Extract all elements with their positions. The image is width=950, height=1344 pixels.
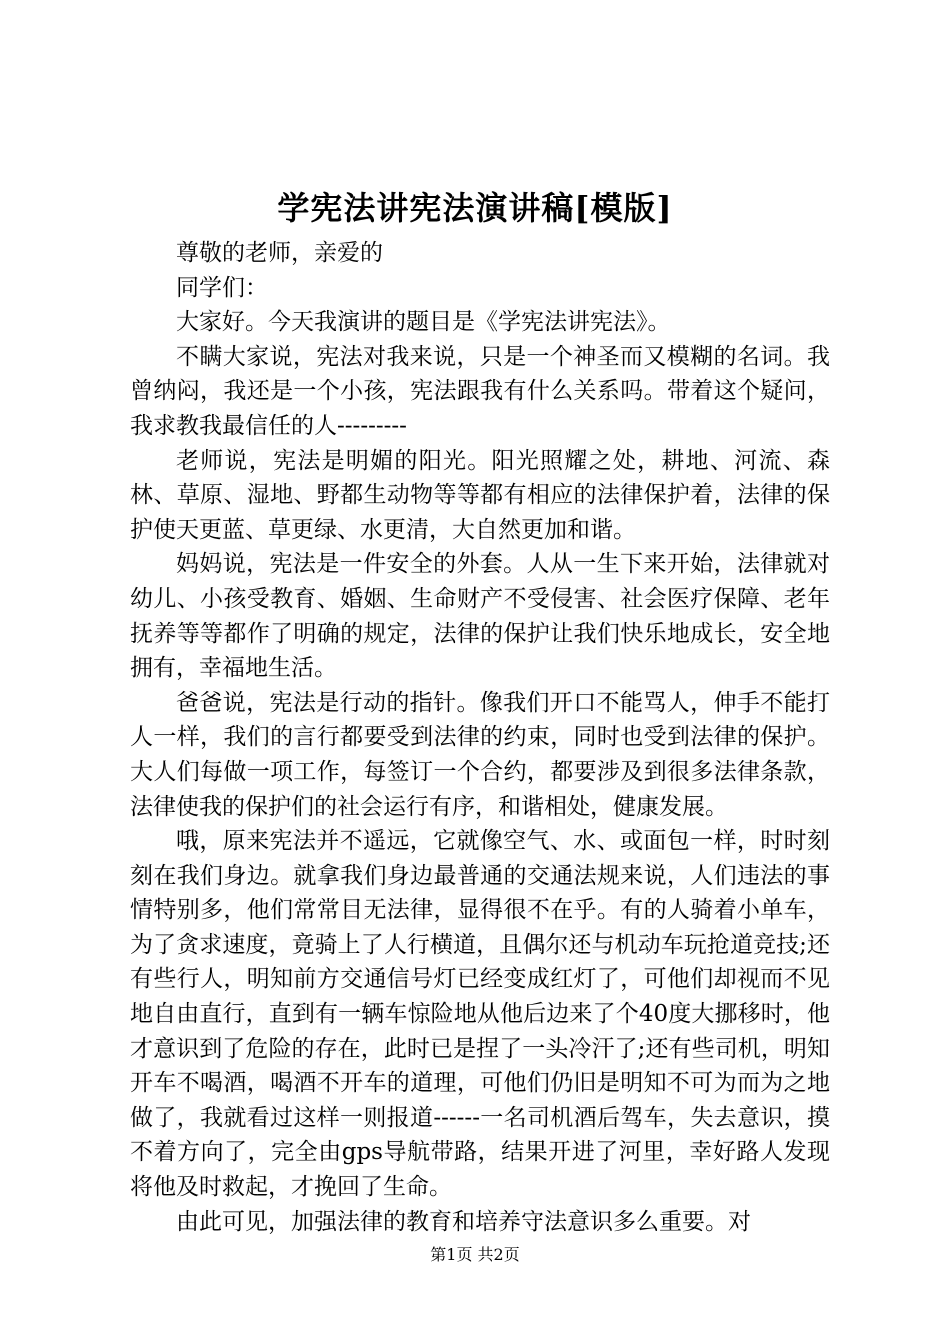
page-footer: 第1页 共2页	[430, 1245, 520, 1264]
paragraph: 老师说，宪法是明媚的阳光。阳光照耀之处，耕地、河流、森林、草原、湿地、野都生动物等等都有相应的法律保护着，法律的保护使天更蓝、草更绿、水更清，大自然更加和谐。	[130, 447, 830, 543]
paragraph: 由此可见，加强法律的教育和培养守法意识多么重要。对	[176, 1208, 751, 1235]
document-title: 学宪法讲宪法演讲稿[模版]	[277, 189, 673, 227]
paragraph: 哦，原来宪法并不遥远，它就像空气、水、或面包一样，时时刻刻在我们身边。就拿我们身边最普通的交通法规来说，人们违法的事情特别多，他们常常目无法律，显得很不在乎。有的人骑着小单车，为了贪求速度，竟骑上了人行横道，且偶尔还与机动车玩抢道竞技;还有些行人，明知前方交通信号灯已经变成红灯了，可他们却视而不见地自由直行，直到有一辆车惊险地从他后边来了个40度大挪移时，他才意识到了危险的存在，此时已是捏了一头冷汗了;还有些司机，明知开车不喝酒，喝酒不开车的道理，可他们仍旧是明知不可为而为之地做了，我就看过这样一则报道------一名司机酒后驾车，失去意识，摸不着方向了，完全由gps导航带路，结果开进了河里，幸好路人发现将他及时救起，才挽回了生命。	[130, 828, 830, 1201]
paragraph: 爸爸说，宪法是行动的指针。像我们开口不能骂人，伸手不能打人一样，我们的言行都要受到法律的约束，同时也受到法律的保护。大人们每做一项工作，每签订一个合约，都要涉及到很多法律条款，法律使我的保护们的社会运行有序，和谐相处，健康发展。	[130, 689, 830, 820]
document-body	[130, 236, 830, 1239]
paragraph: 大家好。今天我演讲的题目是《学宪法讲宪法》。	[176, 309, 671, 336]
paragraph: 尊敬的老师，亲爱的	[176, 240, 383, 266]
paragraph: 不瞒大家说，宪法对我来说，只是一个神圣而又模糊的名词。我曾纳闷，我还是一个小孩，宪法跟我有什么关系吗。带着这个疑问，我求教我最信任的人---------	[130, 343, 830, 439]
paragraph: 妈妈说，宪法是一件安全的外套。人从一生下来开始，法律就对幼儿、小孩受教育、婚姻、生命财产不受侵害、社会医疗保障、老年抚养等等都作了明确的规定，法律的保护让我们快乐地成长，安全地拥有，幸福地生活。	[130, 551, 830, 682]
paragraph: 同学们：	[176, 274, 268, 301]
